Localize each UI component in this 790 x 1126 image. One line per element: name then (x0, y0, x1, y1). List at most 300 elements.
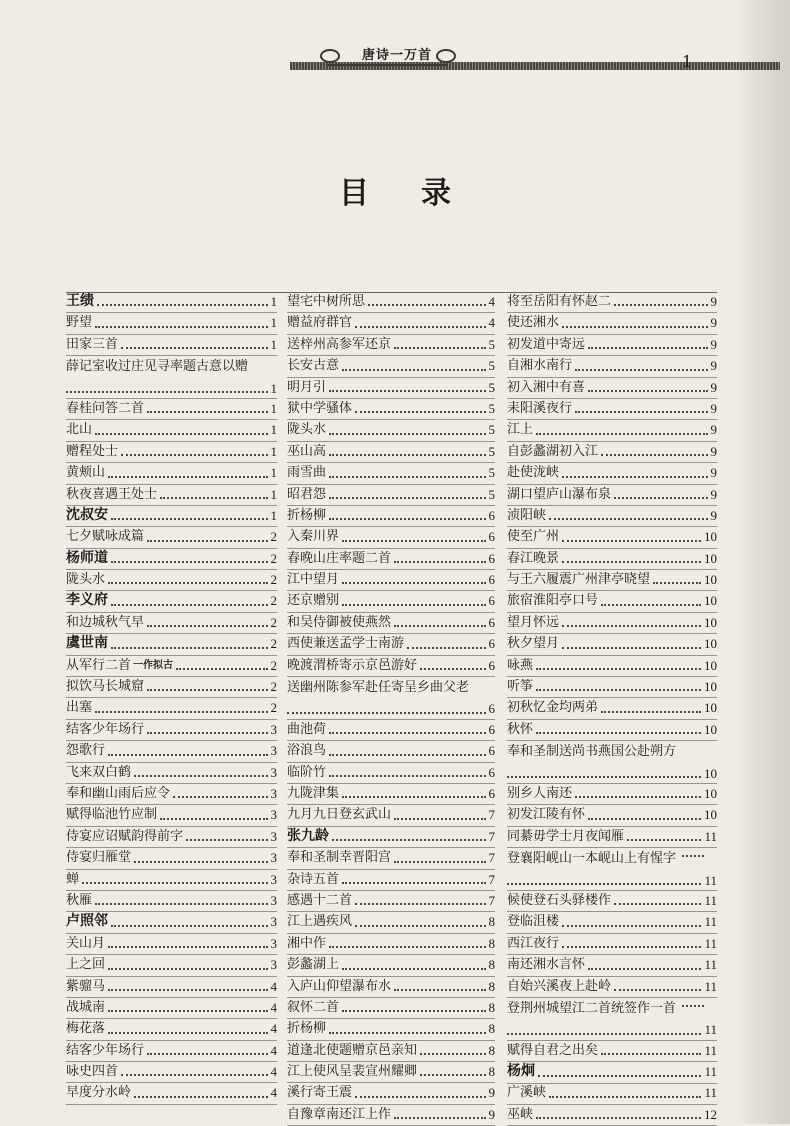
toc-entry (287, 955, 495, 976)
toc-entry-title: 彭蠡湖上 (287, 957, 340, 973)
toc-entry-title: 浈阳峡 (507, 507, 547, 523)
leader-dots (95, 903, 267, 905)
leader-dots (111, 518, 268, 520)
toc-entry (507, 741, 717, 784)
toc-entry-page: 4 (270, 1085, 277, 1101)
toc-entry-title: 巫山高 (287, 443, 327, 459)
toc-entry (507, 420, 717, 441)
toc-entry (287, 656, 495, 677)
toc-entry-title: 出塞 (66, 700, 93, 716)
leader-dots (342, 968, 485, 970)
toc-entry-page: 4 (488, 293, 495, 309)
leader-dots (575, 796, 701, 798)
leader-dots (407, 647, 485, 649)
toc-entry-title: 登荆州城望江二首 (507, 1000, 612, 1016)
toc-entry-title: 陇头水 (287, 422, 327, 438)
toc-author-name: 李义府 (66, 592, 108, 609)
toc-entry-page: 10 (704, 572, 717, 588)
leader-dots (562, 561, 701, 563)
toc-entry (287, 591, 495, 612)
toc-entry-page: 9 (710, 379, 717, 395)
toc-entry-page: 8 (488, 978, 495, 994)
toc-entry-page: 3 (270, 892, 277, 908)
toc-entry-title: 赠益府群官 (287, 315, 353, 331)
leader-dots (368, 304, 485, 306)
toc-entry-title: 昭君怨 (287, 486, 327, 502)
toc-entry (507, 677, 717, 698)
leader-dots (562, 476, 707, 478)
leader-dots (111, 925, 268, 927)
toc-entry-page: 1 (270, 315, 277, 331)
leader-dots (108, 754, 267, 756)
toc-entry-page: 11 (704, 892, 717, 908)
leader-dots (121, 347, 267, 349)
toc-entry-title: 薛记室收过庄见寻率题古意以赠 (66, 359, 249, 375)
leader-dots (134, 1096, 267, 1098)
leader-dots (108, 1010, 267, 1012)
toc-entry-title: 入庐山仰望瀑布水 (287, 978, 392, 994)
toc-entry-title: 战城南 (66, 999, 106, 1015)
toc-author-entry (66, 506, 277, 527)
page-title: 目录 (339, 176, 503, 211)
leader-dots (95, 326, 267, 328)
toc-entry-title: 秋怀 (507, 721, 534, 737)
leader-dots (507, 776, 701, 778)
leader-dots (536, 1117, 701, 1119)
toc-entry-title: 春江晚景 (507, 550, 560, 566)
toc-entry-line (507, 870, 717, 891)
leader-dots (394, 1117, 485, 1119)
toc-entry-title: 奉和幽山雨后应令 (66, 785, 171, 801)
leader-dots (575, 411, 707, 413)
toc-entry-title: 明月引 (287, 379, 327, 395)
toc-entry-page: 11 (704, 978, 717, 994)
leader-dots (329, 1032, 485, 1034)
toc-entry-title: 赋得自君之出矣 (507, 1042, 599, 1058)
toc-entry-page: 6 (488, 657, 495, 673)
toc-entry-title: 溪行寄王震 (287, 1085, 353, 1101)
leader-dots (176, 668, 267, 670)
leader-dots (329, 390, 485, 392)
toc-entry (287, 912, 495, 933)
toc-entry-page: 1 (270, 400, 277, 416)
toc-entry (287, 634, 495, 655)
toc-entry (507, 891, 717, 912)
leader-dots (614, 497, 707, 499)
toc-entry-page: 10 (704, 679, 717, 695)
toc-entry (507, 527, 717, 548)
toc-entry (66, 442, 277, 463)
leader-dots (536, 689, 701, 691)
toc-entry-title: 湘中作 (287, 935, 327, 951)
leader-dots (682, 1005, 704, 1007)
toc-entry-title: 和边城秋气早 (66, 614, 145, 630)
toc-entry (66, 827, 277, 848)
toc-entry-note: 一本岘山上有惺字 (572, 851, 677, 867)
toc-entry-page: 9 (710, 443, 717, 459)
leader-dots (329, 518, 485, 520)
toc-entry-page: 4 (270, 978, 277, 994)
toc-entry-page: 6 (488, 721, 495, 737)
toc-entry (287, 848, 495, 869)
toc-entry-page: 10 (704, 807, 717, 823)
toc-entry-page: 1 (270, 486, 277, 502)
toc-entry-title: 赋得临池竹应制 (66, 807, 158, 823)
toc-entry (287, 356, 495, 377)
toc-entry (66, 998, 277, 1019)
leader-dots (536, 433, 707, 435)
toc-entry-page: 6 (488, 636, 495, 652)
toc-entry-line (507, 848, 717, 869)
leader-dots (108, 582, 267, 584)
toc-entry (287, 399, 495, 420)
toc-entry-title: 长安古意 (287, 358, 340, 374)
toc-entry (66, 356, 277, 399)
leader-dots (394, 561, 485, 563)
toc-author-entry (66, 912, 277, 933)
toc-entry (507, 784, 717, 805)
toc-entry-page: 3 (270, 785, 277, 801)
toc-entry (287, 613, 495, 634)
toc-entry-title: 怨歌行 (66, 743, 106, 759)
toc-entry (66, 805, 277, 826)
toc-entry (507, 399, 717, 420)
toc-entry (507, 1084, 717, 1105)
toc-entry-page: 6 (488, 593, 495, 609)
toc-author-name: 杨师道 (66, 549, 108, 566)
toc-entry-title: 临阶竹 (287, 764, 327, 780)
toc-entry-page: 10 (704, 593, 717, 609)
leader-dots (108, 968, 267, 970)
leader-dots (134, 775, 267, 777)
toc-entry (287, 506, 495, 527)
toc-entry-page: 10 (704, 765, 717, 781)
toc-entry-page: 11 (704, 914, 717, 930)
leader-dots (342, 604, 485, 606)
toc-entry (507, 549, 717, 570)
toc-entry-page: 11 (704, 828, 717, 844)
toc-entry-page: 3 (270, 914, 277, 930)
toc-entry-title: 入秦川界 (287, 529, 340, 545)
leader-dots (394, 861, 485, 863)
toc-entry (287, 784, 495, 805)
toc-entry (287, 977, 495, 998)
toc-entry-page: 6 (488, 701, 495, 717)
toc-entry-title: 湖口望庐山瀑布泉 (507, 486, 612, 502)
toc-entry (66, 784, 277, 805)
leader-dots (507, 1033, 701, 1035)
leader-dots (147, 625, 267, 627)
leader-dots (108, 946, 267, 948)
toc-entry-title: 听筝 (507, 679, 534, 695)
toc-entry-title: 拟饮马长城窟 (66, 679, 145, 695)
leader-dots (332, 839, 486, 841)
toc-entry (287, 463, 495, 484)
toc-entry (66, 1041, 277, 1062)
toc-entry (66, 848, 277, 869)
toc-entry-title: 浴浪鸟 (287, 743, 327, 759)
toc-entry-page: 2 (270, 572, 277, 588)
toc-entry-page: 3 (270, 871, 277, 887)
toc-entry (66, 1062, 277, 1083)
toc-entry-title: 江上 (507, 422, 534, 438)
toc-entry-page: 9 (488, 1085, 495, 1101)
toc-entry-title: 晚渡渭桥寄示京邑游好 (287, 657, 418, 673)
toc-entry-title: 曲池荷 (287, 721, 327, 737)
toc-entry (507, 1041, 717, 1062)
toc-entry (66, 570, 277, 591)
toc-entry-page: 8 (488, 999, 495, 1015)
toc-author-name: 虞世南 (66, 635, 108, 652)
leader-dots (601, 711, 701, 713)
toc-entry (507, 805, 717, 826)
toc-entry-page: 8 (488, 1042, 495, 1058)
toc-entry-title: 黄颊山 (66, 465, 106, 481)
leader-dots (147, 689, 267, 691)
toc-entry-page: 11 (704, 872, 717, 888)
toc-entry (507, 463, 717, 484)
toc-entry-page: 3 (270, 957, 277, 973)
toc-entry-page: 5 (488, 443, 495, 459)
toc-entry (507, 634, 717, 655)
toc-entry-page: 11 (704, 1042, 717, 1058)
toc-entry-title: 南还湘水言怀 (507, 957, 586, 973)
toc-entry-page: 6 (488, 785, 495, 801)
toc-entry-title: 赴使泷峡 (507, 465, 560, 481)
toc-entry (287, 934, 495, 955)
leader-dots (108, 989, 267, 991)
toc-entry-page: 11 (704, 1022, 717, 1038)
leader-dots (355, 326, 485, 328)
toc-entry-page: 1 (270, 422, 277, 438)
toc-entry-page: 7 (488, 807, 495, 823)
toc-entry (287, 870, 495, 891)
toc-entry (66, 313, 277, 334)
toc-entry-page: 10 (704, 785, 717, 801)
toc-entry-title: 结客少年场行 (66, 721, 145, 737)
toc-entry-page: 5 (488, 465, 495, 481)
toc-entry-title: 自始兴溪夜上赴岭 (507, 978, 612, 994)
leader-dots (95, 433, 267, 435)
leader-dots (121, 1074, 267, 1076)
toc-column-2 (287, 292, 495, 1126)
toc-entry (66, 977, 277, 998)
leader-dots (575, 369, 707, 371)
toc-entry-page: 10 (704, 550, 717, 566)
leader-dots (160, 818, 267, 820)
leader-dots (682, 855, 704, 857)
leader-dots (588, 347, 707, 349)
toc-entry-title: 将至岳阳有怀赵二 (507, 293, 612, 309)
running-header (60, 40, 720, 76)
leader-dots (601, 454, 707, 456)
toc-entry-page: 2 (270, 679, 277, 695)
leader-dots (342, 1010, 485, 1012)
toc-entry-page: 3 (270, 828, 277, 844)
toc-entry-page: 6 (488, 614, 495, 630)
toc-entry (66, 891, 277, 912)
toc-entry-title: 上之回 (66, 957, 106, 973)
toc-entry-title: 秋夕望月 (507, 636, 560, 652)
toc-entry-page: 3 (270, 743, 277, 759)
toc-entry (66, 763, 277, 784)
toc-entry-page: 11 (704, 1064, 717, 1080)
leader-dots (588, 968, 701, 970)
toc-entry-title: 叙怀二首 (287, 999, 340, 1015)
toc-entry-title: 侍宴应诏赋韵得前字 (66, 828, 184, 844)
toc-entry (287, 549, 495, 570)
toc-entry-page: 1 (270, 336, 277, 352)
leader-dots (66, 391, 268, 393)
toc-entry-page: 8 (488, 957, 495, 973)
leader-dots (549, 518, 707, 520)
toc-author-entry (507, 1062, 717, 1083)
toc-entry-page: 1 (270, 507, 277, 523)
leader-dots (108, 476, 267, 478)
leader-dots (601, 604, 701, 606)
toc-entry-page: 2 (270, 614, 277, 630)
toc-entry-line (287, 677, 495, 698)
leader-dots (147, 1053, 267, 1055)
toc-entry-page: 6 (488, 550, 495, 566)
toc-entry (66, 485, 277, 506)
leader-dots (562, 647, 701, 649)
toc-entry (287, 485, 495, 506)
toc-entry (66, 399, 277, 420)
leader-dots (134, 861, 267, 863)
page-number: 1 (682, 52, 693, 71)
toc-entry-page: 9 (710, 293, 717, 309)
toc-entry-page: 7 (488, 892, 495, 908)
toc-entry-title: 结客少年场行 (66, 1042, 145, 1058)
leader-dots (614, 304, 707, 306)
toc-entry (287, 720, 495, 741)
toc-entry-page: 6 (488, 572, 495, 588)
leader-dots (342, 582, 485, 584)
toc-entry (287, 891, 495, 912)
leader-dots (588, 818, 701, 820)
toc-entry (507, 656, 717, 677)
toc-entry-title: 江上使风呈裴宣州耀卿 (287, 1064, 418, 1080)
toc-entry (507, 292, 717, 313)
toc-entry-page: 9 (710, 465, 717, 481)
toc-entry (66, 720, 277, 741)
toc-entry-title: 候使登石头驿楼作 (507, 892, 612, 908)
toc-entry (287, 335, 495, 356)
toc-entry-page: 12 (704, 1106, 717, 1122)
toc-entry-title: 自湘水南行 (507, 358, 573, 374)
leader-dots (562, 925, 701, 927)
toc-entry-title: 江中望月 (287, 572, 340, 588)
toc-entry-title: 奉和圣制送尚书燕国公赴朔方 (507, 744, 677, 760)
leader-dots (562, 540, 701, 542)
leader-dots (342, 369, 485, 371)
toc-entry (287, 677, 495, 720)
toc-entry-title: 巫峡 (507, 1106, 534, 1122)
leader-dots (653, 582, 701, 584)
toc-entry-page: 5 (488, 358, 495, 374)
toc-entry (507, 848, 717, 891)
toc-entry-page: 9 (710, 315, 717, 331)
toc-entry-title: 野望 (66, 315, 93, 331)
toc-entry-page: 10 (704, 721, 717, 737)
leader-dots (147, 411, 267, 413)
toc-entry-title: 江上遇疾风 (287, 914, 353, 930)
toc-entry-page: 10 (704, 529, 717, 545)
toc-entry-line (507, 741, 717, 762)
toc-author-entry (66, 634, 277, 655)
leader-dots (420, 1074, 485, 1076)
toc-entry (507, 720, 717, 741)
toc-entry-title: 旅宿淮阳亭口号 (507, 593, 599, 609)
toc-entry-line (66, 356, 277, 377)
toc-entry-title: 狱中学骚体 (287, 400, 353, 416)
toc-entry-page: 4 (270, 1064, 277, 1080)
toc-entry-page: 2 (270, 550, 277, 566)
toc-entry-page: 2 (270, 593, 277, 609)
toc-entry-title: 从军行二首 (66, 657, 132, 673)
toc-entry-title: 蝉 (66, 871, 80, 887)
leader-dots (329, 497, 485, 499)
toc-entry-page: 2 (270, 636, 277, 652)
leader-dots (111, 604, 268, 606)
toc-entry (66, 527, 277, 548)
toc-entry-title: 关山月 (66, 935, 106, 951)
toc-entry-page: 4 (488, 315, 495, 331)
toc-entry-title: 感遇十二首 (287, 892, 353, 908)
toc-entry-title: 登襄阳岘山 (507, 851, 573, 867)
toc-entry-title: 与王六履震广州津亭晓望 (507, 572, 651, 588)
toc-entry (287, 292, 495, 313)
leader-dots (329, 433, 485, 435)
toc-entry-page: 10 (704, 614, 717, 630)
leader-dots (538, 1075, 701, 1077)
toc-author-name: 杨炯 (507, 1063, 535, 1080)
toc-entry (287, 378, 495, 399)
toc-author-name: 卢照邻 (66, 913, 108, 930)
toc-entry-title: 秋夜喜遇王处士 (66, 486, 158, 502)
leader-dots (394, 347, 485, 349)
toc-entry (287, 442, 495, 463)
leader-dots (562, 946, 701, 948)
toc-entry-page: 11 (704, 1085, 717, 1101)
toc-entry-page: 9 (710, 422, 717, 438)
toc-entry-note: 统签作一首 (611, 1000, 677, 1016)
book-title: 唐诗一万首 (362, 48, 433, 63)
toc-entry (507, 591, 717, 612)
leader-dots (147, 540, 267, 542)
toc-entry-title: 春桂问答二首 (66, 400, 145, 416)
toc-entry (66, 656, 277, 677)
toc-entry-title: 道逢北使题赠京邑亲知 (287, 1042, 418, 1058)
toc-entry-title: 送梓州高参军还京 (287, 336, 392, 352)
toc-entry (287, 763, 495, 784)
toc-entry-page: 6 (488, 764, 495, 780)
toc-entry (66, 613, 277, 634)
leader-dots (111, 561, 268, 563)
toc-entry-title: 耒阳溪夜行 (507, 400, 573, 416)
toc-entry-page: 1 (270, 380, 277, 396)
toc-entry-line (66, 378, 277, 399)
toc-entry (66, 1019, 277, 1040)
toc-entry-page: 5 (488, 336, 495, 352)
toc-entry (287, 313, 495, 334)
toc-column-3 (507, 292, 717, 1126)
leader-dots (95, 711, 267, 713)
toc-entry-page: 9 (488, 1106, 495, 1122)
toc-entry-page: 4 (270, 1042, 277, 1058)
toc-entry (507, 335, 717, 356)
